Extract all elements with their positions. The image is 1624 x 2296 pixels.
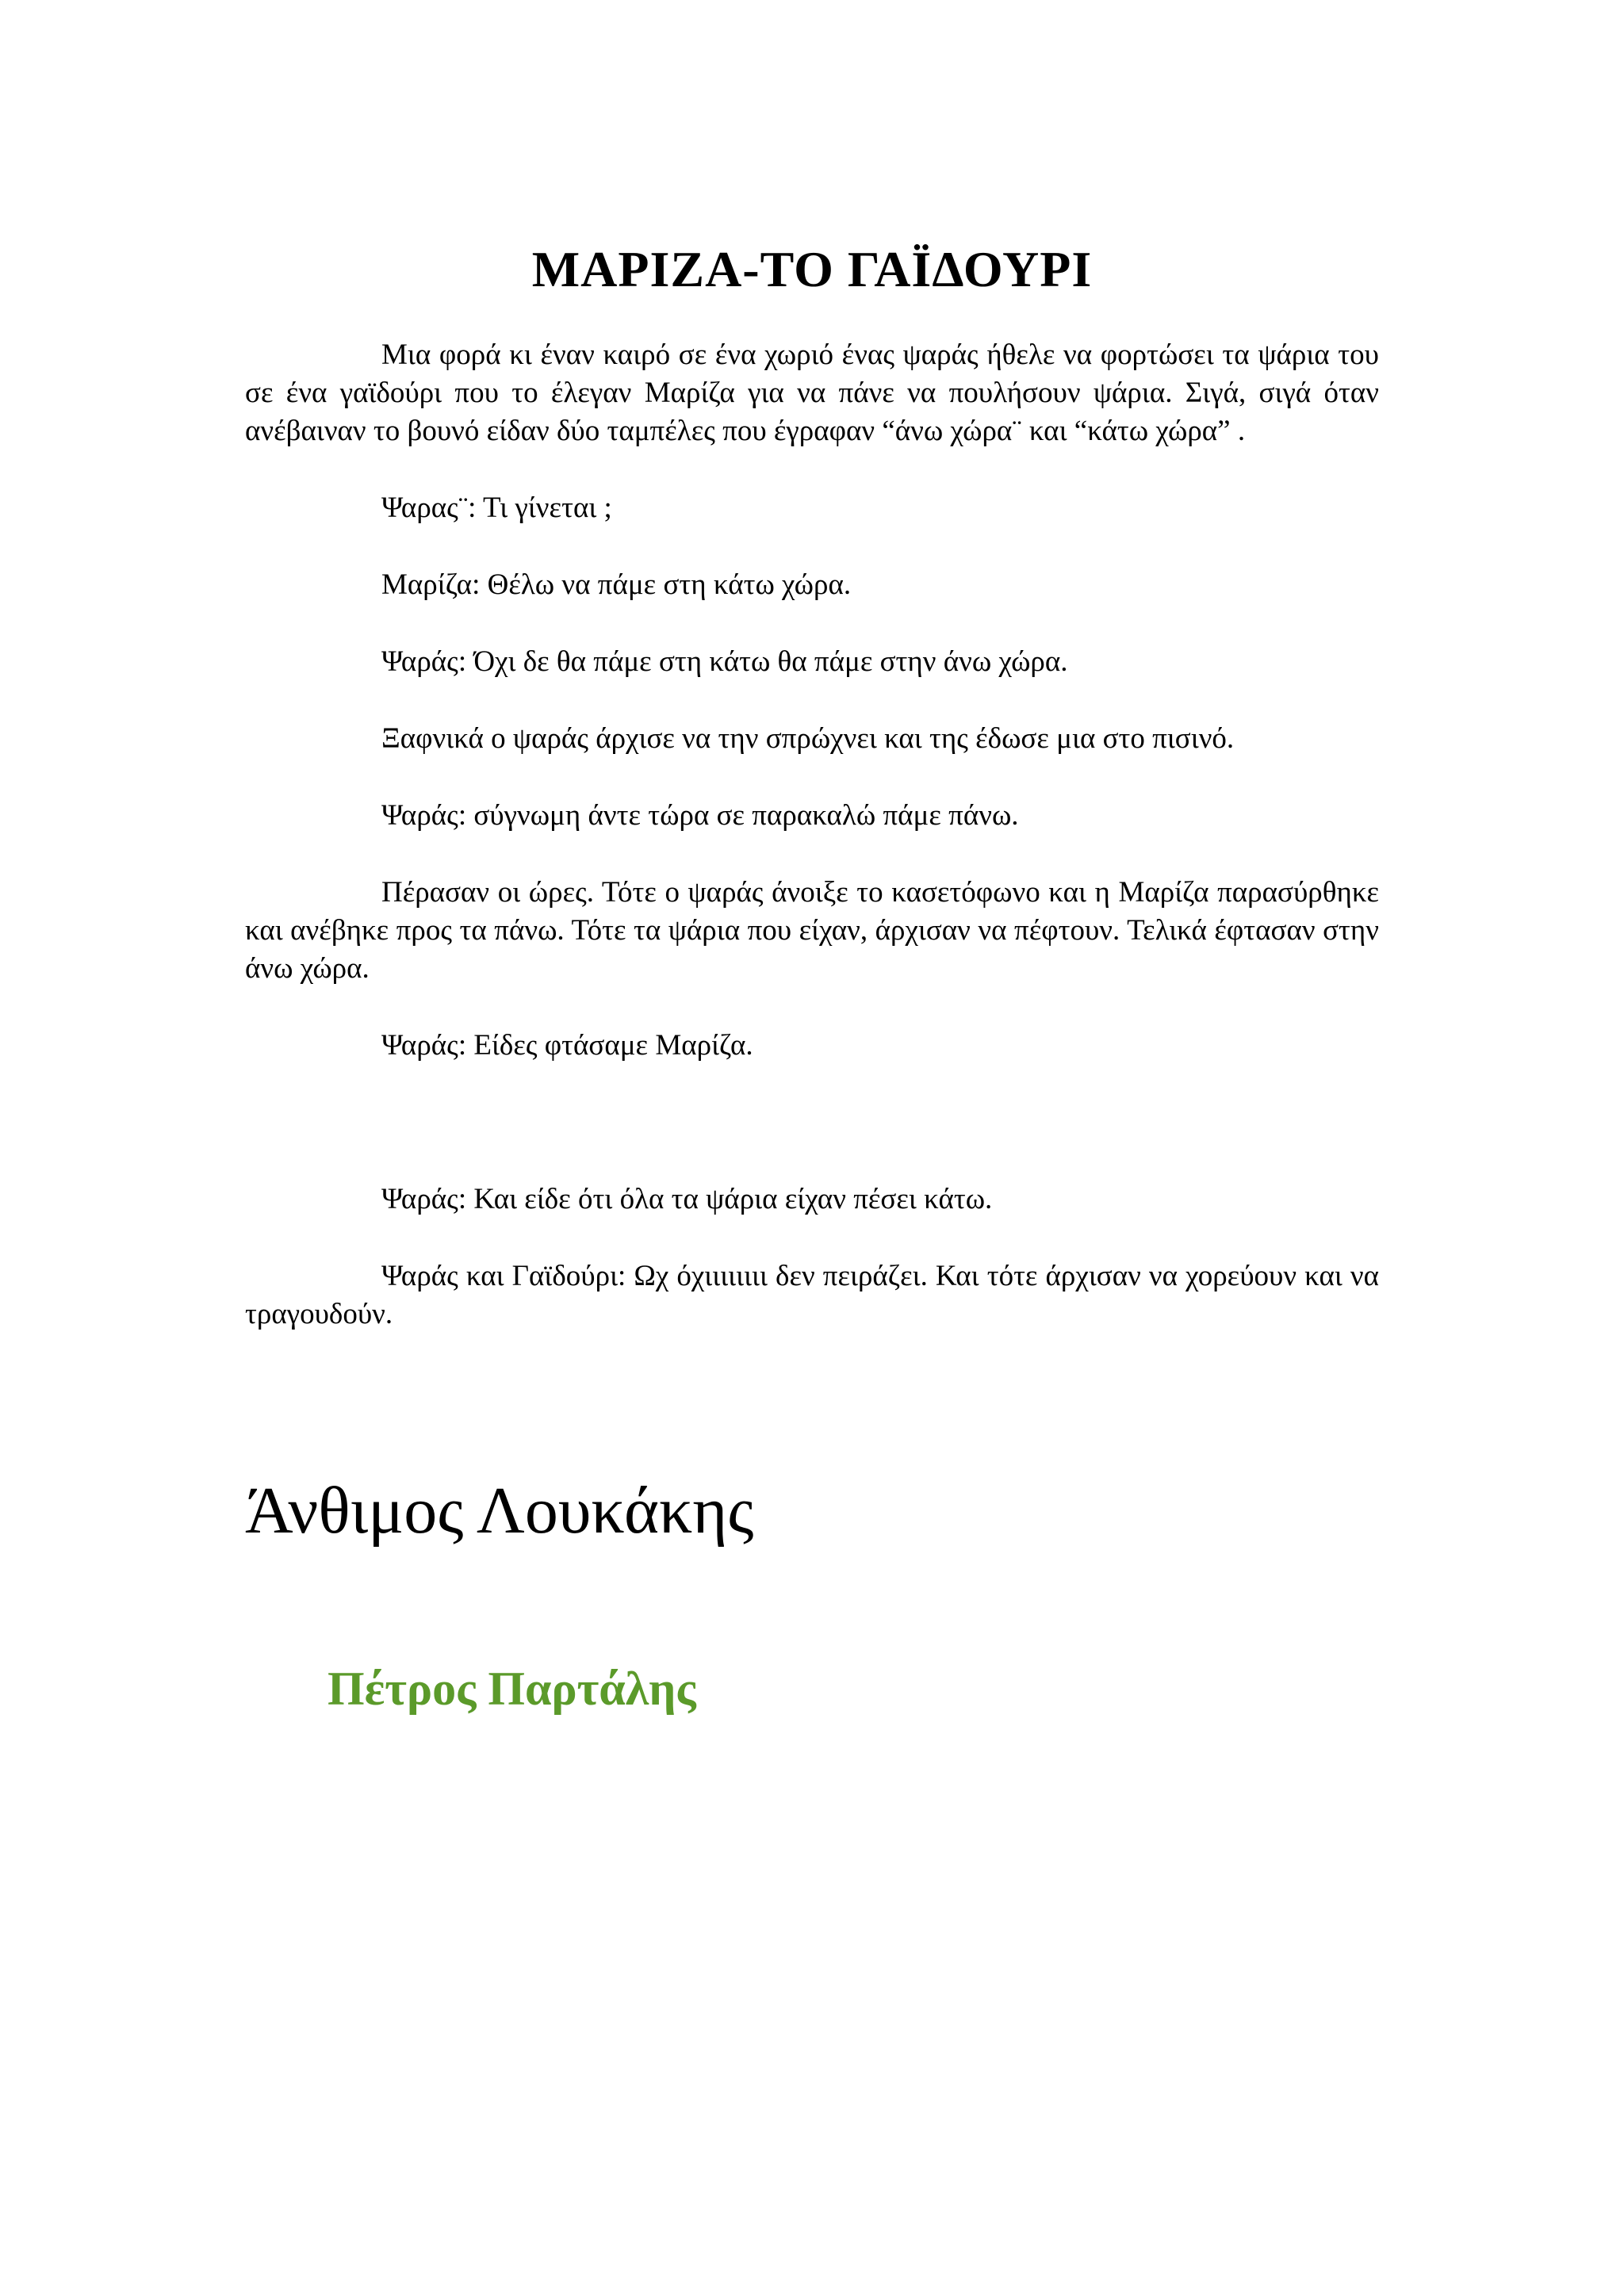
contributor-name: Πέτρος Παρτάλης bbox=[327, 1663, 696, 1715]
author-name: Άνθιμος Λουκάκης bbox=[245, 1474, 754, 1548]
story-paragraph: Ψαράς: Όχι δε θα πάμε στη κάτω θα πάμε στην άνω χώρα. bbox=[381, 645, 1068, 678]
story-paragraph: Ψαράς: σύγνωμη άντε τώρα σε παρακαλώ πάμε πάνω. bbox=[381, 799, 1019, 832]
story-paragraph: Ψαράς: Είδες φτάσαμε Μαρίζα. bbox=[381, 1029, 753, 1062]
story-paragraph: Μαρίζα: Θέλω να πάμε στη κάτω χώρα. bbox=[381, 568, 852, 601]
document-title: ΜΑΡΙΖΑ-ΤΟ ΓΑΪΔΟΥΡΙ bbox=[531, 241, 1093, 297]
story-paragraph: Ξαφνικά ο ψαράς άρχισε να την σπρώχνει και της έδωσε μια στο πισινό. bbox=[381, 722, 1235, 755]
story-paragraph: Πέρασαν οι ώρες. Τότε ο ψαράς άνοιξε το κασετόφωνο και η Μαρίζα παρασύρθηκε και ανέβηκε προς τα πάνω. Τότε τα ψάρια που είχαν, άρχισαν να πέφτουν. Τελικά έφτασαν στην άνω χώρα. bbox=[245, 876, 1379, 985]
story-paragraph: Μια φορά κι έναν καιρό σε ένα χωριό ένας ψαράς ήθελε να φορτώσει τα ψάρια του σε ένα γαϊδούρι που το έλεγαν Μαρίζα για να πάνε να πουλήσουν ψάρια. Σιγά, σιγά όταν ανέβαιναν το βουνό είδαν δύο ταμπέλες που έγραφαν “άνω χώρα¨ και “κάτω χώρα” . bbox=[245, 339, 1379, 447]
story-paragraph: Ψαρας¨: Τι γίνεται ; bbox=[381, 492, 612, 524]
story-body bbox=[245, 336, 1379, 1372]
story-paragraph: Ψαράς: Και είδε ότι όλα τα ψάρια είχαν πέσει κάτω. bbox=[381, 1183, 993, 1215]
story-paragraph: Ψαράς και Γαϊδούρι: Ωχ όχιιιιιιιι δεν πειράζει. Και τότε άρχισαν να χορεύουν και να τραγουδούν. bbox=[245, 1260, 1379, 1330]
